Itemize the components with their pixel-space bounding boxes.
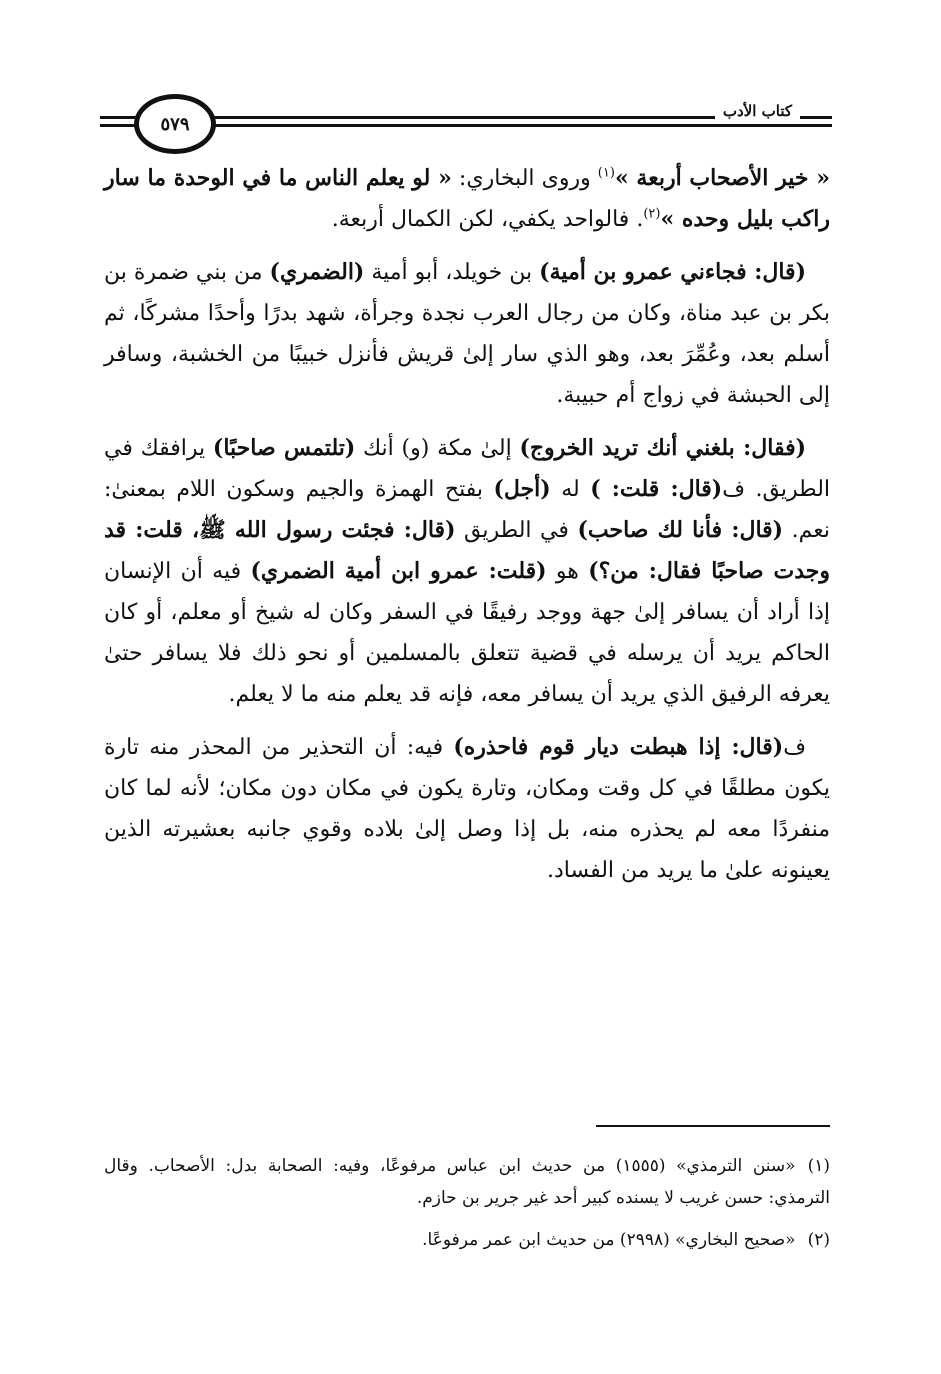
- paragraph-text: فيه: أن التحذير من المحذر منه تارة يكون مطلقًا في كل وقت ومكان، وتارة يكون في مكان دون مكان؛ لأنه لما كان منفردًا معه لم يحذره منه، بل إذا وصل إلىٰ بلاده وقوي جانبه بعشيرته الذين يعينونه علىٰ ما يريد من الفساد.: [104, 735, 830, 883]
- bold-phrase: (الضمري): [269, 259, 365, 285]
- paragraph-text: إلىٰ مكة (و) أنك: [355, 436, 520, 461]
- paragraph-2: [104, 252, 830, 416]
- footnote-ref-1: (١): [597, 165, 615, 181]
- paragraph-1: [104, 158, 830, 240]
- bold-phrase: (قال: قلت: ): [590, 476, 723, 502]
- bold-phrase: (فقال: بلغني أنك تريد الخروج): [519, 435, 807, 461]
- footnotes: [104, 1150, 830, 1266]
- bold-phrase: (تلتمس صاحبًا): [212, 435, 356, 461]
- paragraph-text: . فالواحد يكفي، لكن الكمال أربعة.: [331, 207, 644, 232]
- bold-phrase: (قال: إذا هبطت ديار قوم فاحذره): [453, 734, 784, 760]
- chapter-title: كتاب الأدب: [715, 102, 800, 120]
- footnote-text: «سنن الترمذي» (١٥٥٥) من حديث ابن عباس مرفوعًا، وفيه: الصحابة بدل: الأصحاب. وقال الترمذي: حسن غريب لا يسنده كبير أحد غير جرير بن حازم.: [104, 1156, 830, 1208]
- paragraph-text: بفتح الهمزة والجيم وسكون اللام بمعنىٰ: نعم.: [104, 477, 831, 543]
- paragraph-text: له: [550, 477, 591, 502]
- paragraph-text: يرافقك في الطريق. ف: [104, 436, 831, 502]
- paragraph-text: بن خويلد، أبو أمية: [364, 260, 540, 285]
- paragraph-text: في الطريق: [455, 518, 578, 543]
- footnote-number: (١): [807, 1156, 830, 1176]
- footnote-text: «صحيح البخاري» (٢٩٩٨) من حديث ابن عمر مرفوعًا.: [422, 1230, 796, 1250]
- bold-phrase: (قلت: عمرو ابن أمية الضمري): [250, 558, 547, 584]
- hadith-quote: « خير الأصحاب أربعة »: [614, 165, 830, 191]
- bold-phrase: (قال: فأنا لك صاحب): [577, 517, 784, 543]
- bold-phrase: (أجل): [493, 476, 551, 502]
- body-text: [104, 158, 830, 903]
- paragraph-text: ف: [783, 735, 806, 760]
- paragraph-text: من بني ضمرة بن بكر بن عبد مناة، وكان من رجال العرب نجدة وجرأة، شهد بدرًا وأحدًا مشركًا، ثم أسلم بعد، وعُمِّرَ بعد، وهو الذي سار إلىٰ قريش فأنزل خبيبًا من الخشبة، وسافر إلى الحبشة في زواج أم حبيبة.: [104, 260, 830, 408]
- footnote-2: [104, 1224, 830, 1256]
- paragraph-text: هو: [546, 559, 589, 584]
- page-number: ٥٧٩: [134, 94, 216, 154]
- footnote-1: [104, 1150, 830, 1214]
- paragraph-text: وروى البخاري:: [451, 166, 598, 191]
- footnote-number: (٢): [807, 1230, 830, 1250]
- hadith-quote: « لو يعلم الناس ما في الوحدة ما سار راكب بليل وحده »: [104, 165, 830, 232]
- paragraph-4: [104, 727, 830, 891]
- bold-phrase: (قال: فجئت رسول الله ﷺ، قلت: قد وجدت صاحبًا فقال: من؟): [104, 517, 831, 584]
- footnote-ref-2: (٢): [643, 206, 661, 222]
- paragraph-text: فيه أن الإنسان إذا أراد أن يسافر إلىٰ جهة ووجد رفيقًا في السفر وكان له شيخ أو معلم، أو كان الحاكم يريد أن يرسله في قضية تتعلق بالمسلمين أو نحو ذلك فلا يسافر حتىٰ يعرفه الرفيق الذي يريد أن يسافر معه، فإنه قد يعلم منه ما لا يعلم.: [104, 559, 830, 707]
- page-header: [100, 88, 832, 158]
- paragraph-3: [104, 428, 830, 715]
- footnote-separator: [596, 1125, 830, 1127]
- bold-phrase: (قال: فجاءني عمرو بن أمية): [539, 259, 806, 285]
